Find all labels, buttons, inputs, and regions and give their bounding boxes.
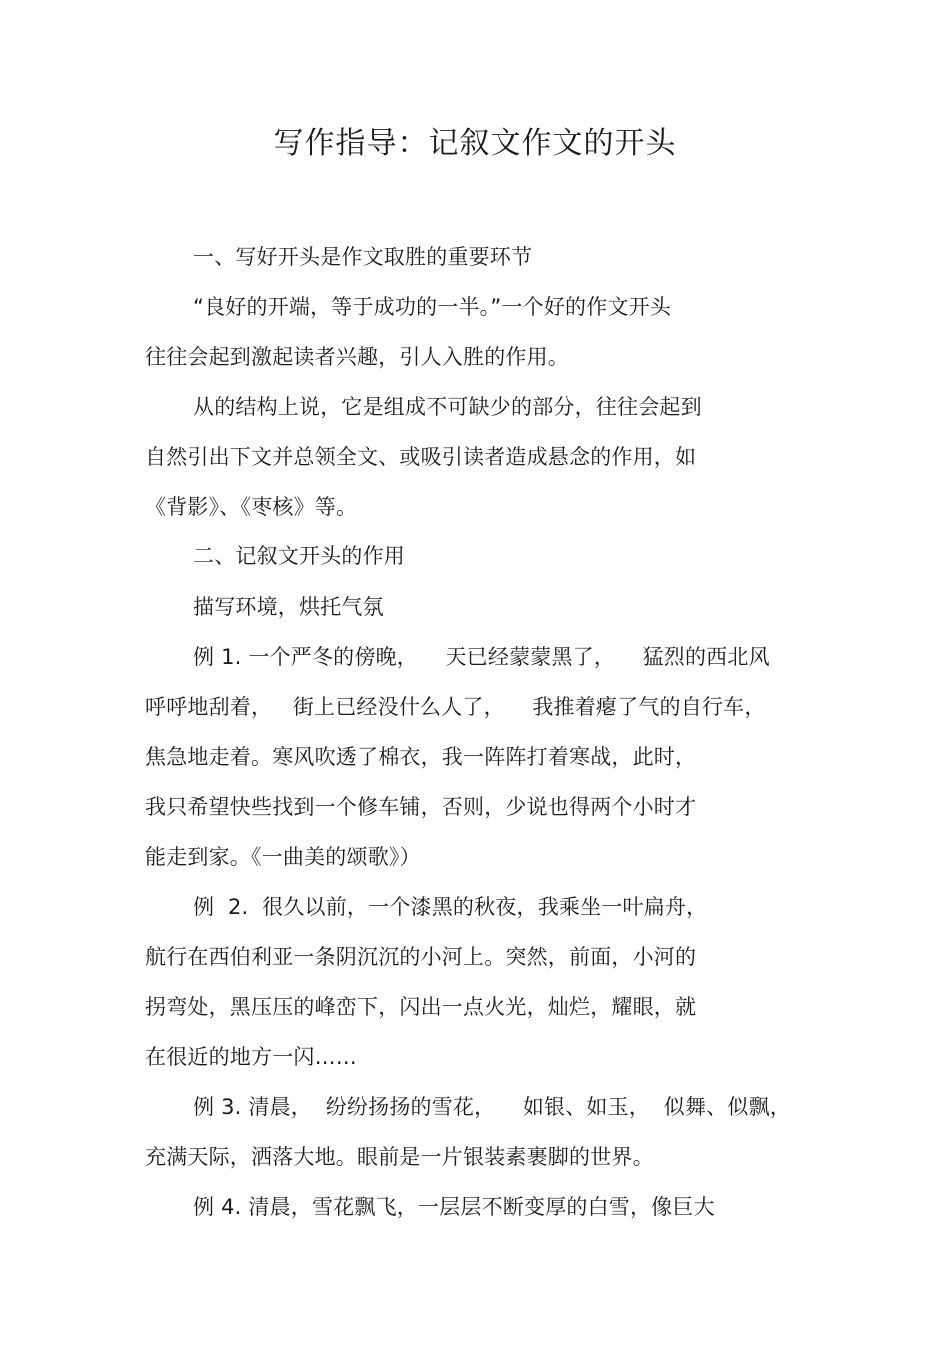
example-line: 焦急地走着。寒风吹透了棉衣，我一阵阵打着寒战，此时，	[145, 745, 697, 769]
page-title: 写作指导：记叙文作文的开头	[273, 126, 677, 161]
section-heading-1: 一、写好开头是作文取胜的重要环节	[193, 245, 533, 269]
example-line: 能走到家。《一曲美的颂歌》）	[145, 845, 421, 869]
example-line: 例 4. 清晨，雪花飘飞，一层层不断变厚的白雪，像巨大	[193, 1195, 715, 1219]
example-line: 在很近的地方一闪……	[145, 1045, 357, 1069]
example-line: 充满天际，洒落大地。眼前是一片银装素裹脚的世界。	[145, 1145, 654, 1169]
example-line: 例 1. 一个严冬的傍晚， 天已经蒙蒙黑了， 猛烈的西北风	[193, 645, 770, 669]
paragraph-line: 《背影》、《枣核》等。	[145, 495, 358, 519]
example-line: 例 2. 很久以前，一个漆黑的秋夜，我乘坐一叶扁舟，	[193, 895, 708, 919]
subheading: 描写环境，烘托气氛	[193, 595, 384, 619]
example-line: 我只希望快些找到一个修车铺，否则，少说也得两个小时才	[145, 795, 697, 819]
example-line: 航行在西伯利亚一条阴沉沉的小河上。突然，前面，小河的	[145, 945, 697, 969]
paragraph-line: 自然引出下文并总领全文、或吸引读者造成悬念的作用，如	[145, 445, 697, 469]
paragraph-line: 从的结构上说，它是组成不可缺少的部分，往往会起到	[193, 395, 702, 419]
paragraph-line: 往往会起到激起读者兴趣，引人入胜的作用。	[145, 345, 569, 369]
paragraph-line: “良好的开端，等于成功的一半。”一个好的作文开头	[193, 295, 672, 319]
example-line: 拐弯处，黑压压的峰峦下，闪出一点火光，灿烂，耀眼，就	[145, 995, 697, 1019]
section-heading-2: 二、记叙文开头的作用	[193, 544, 405, 568]
example-line: 例 3. 清晨， 纷纷扬扬的雪花， 如银、如玉， 似舞、似飘，	[193, 1095, 791, 1119]
example-line: 呼呼地刮着， 街上已经没什么人了， 我推着瘪了气的自行车，	[145, 695, 766, 719]
